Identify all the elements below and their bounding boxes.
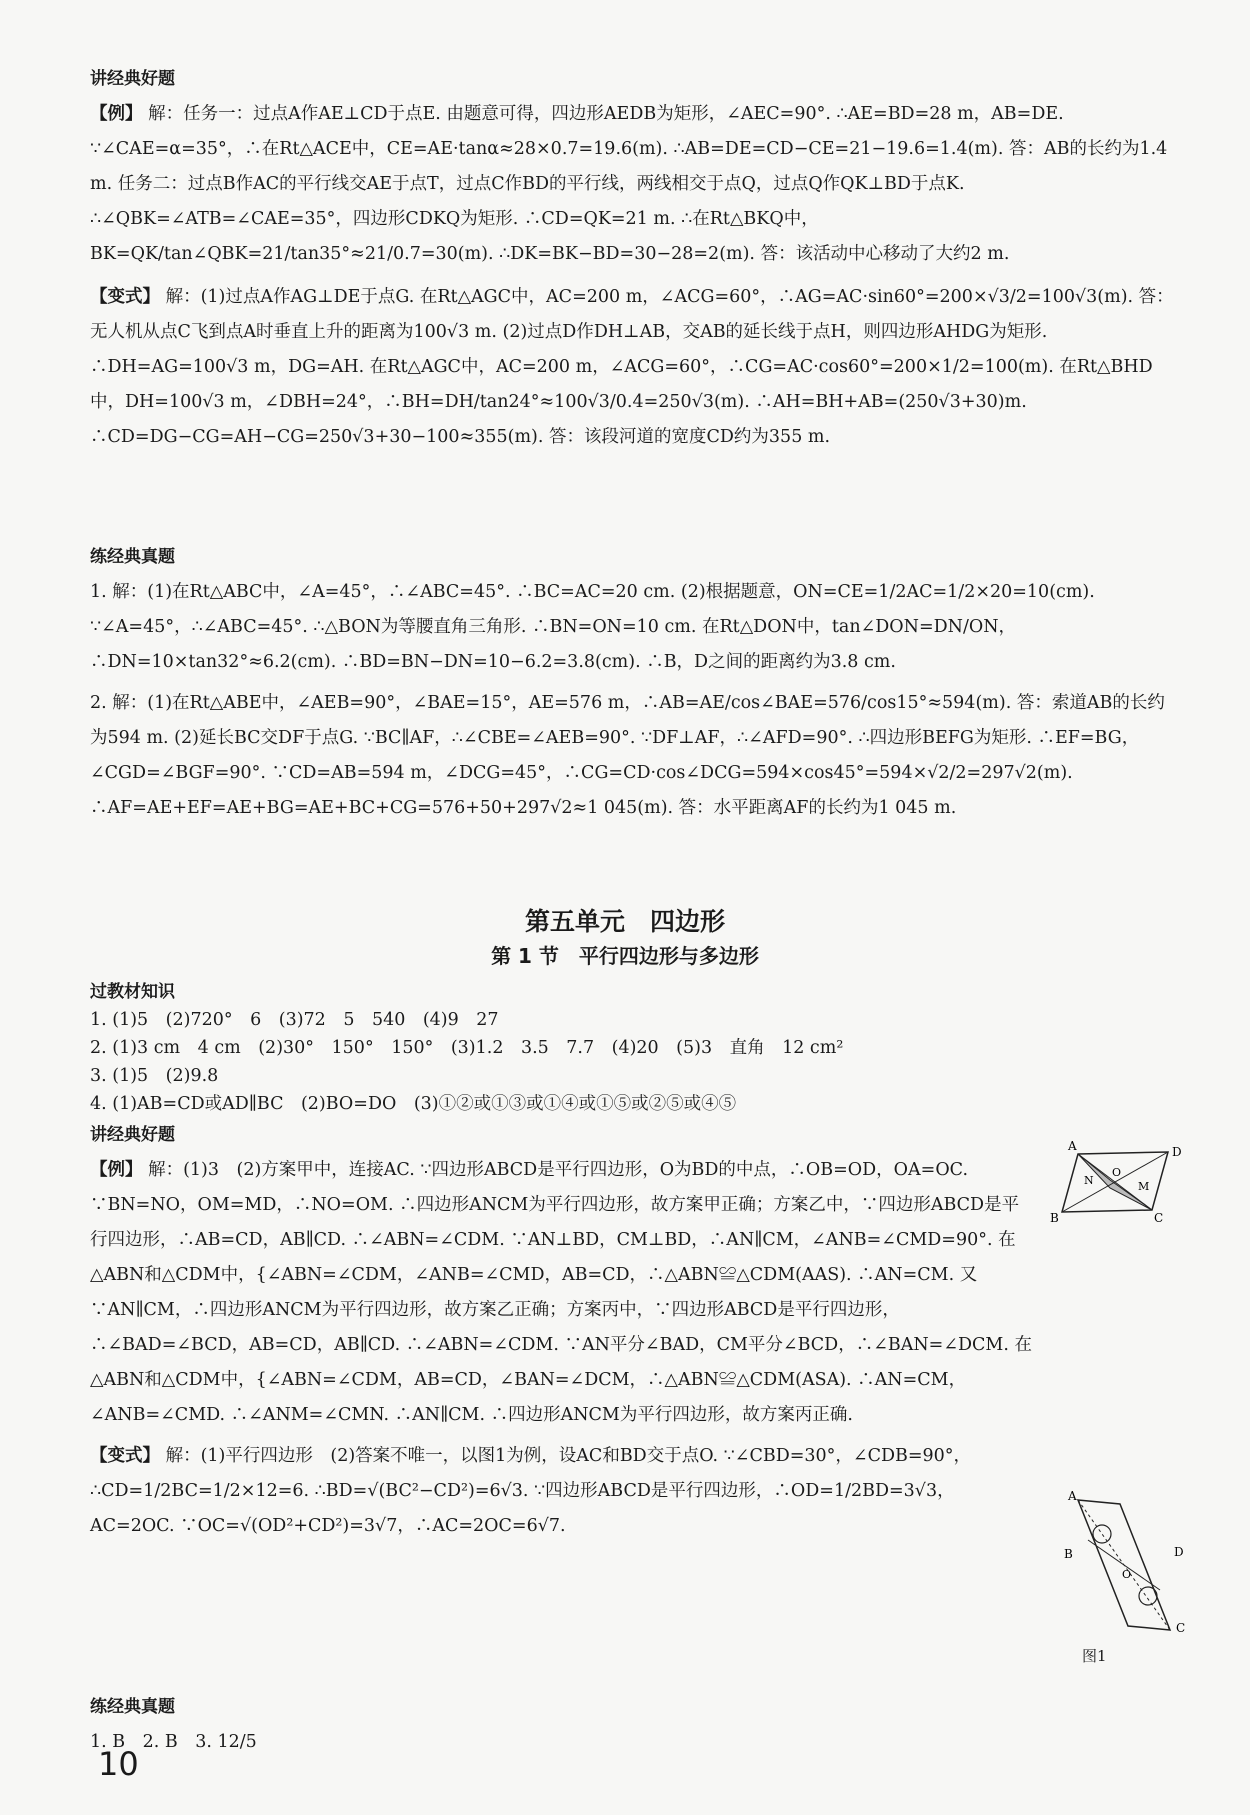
label-o: O xyxy=(1122,1568,1132,1581)
section-heading: 过教材知识 xyxy=(90,982,175,1002)
section-heading: 讲经典好题 xyxy=(90,69,175,89)
example-tag: 【例】 xyxy=(90,104,143,124)
answer-line-4: 4. (1)AB=CD或AD∥BC (2)BO=DO (3)①②或①③或①④或①⑤或②⑤或④⑤ xyxy=(90,1094,737,1114)
variant-paragraph xyxy=(90,280,1175,455)
section-1 xyxy=(90,62,1175,455)
label-c: C xyxy=(1176,1621,1186,1635)
label-d: D xyxy=(1172,1145,1182,1159)
label-o: O xyxy=(1112,1166,1122,1179)
label-b: B xyxy=(1050,1211,1059,1225)
label-a: A xyxy=(1068,1489,1077,1503)
section-3 xyxy=(90,978,1175,1118)
variant-text: 解：(1)过点A作AG⊥DE于点G. 在Rt△AGC中，AC=200 m，∠ACG=60°，∴AG=AC·sin60°=200×√3/2=100√3(m). 答：无人机从点C飞到点A时垂直上升的距离为100√3 m. (2)过点D作DH⊥AB，交AB的延长线于点H，则四边形AHDG为矩形. ∴DH=AG=100√3 m，DG=AH. 在Rt△AGC中，AC=200 m，∠ACG=60°，∴CG=AC·cos60°=200×1/2=100(m). 在Rt△BHD中，DH=100√3 m，∠DBH=24°，∴BH=DH/tan24°≈100√3/0.4=250√3(m). ∴AH=BH+AB=(250√3+30)m. ∴CD=DG−CG=AH−CG=250√3+30−100≈355(m). 答：该段河道的宽度CD约为355 m. xyxy=(90,287,1174,447)
label-d: D xyxy=(1174,1545,1184,1559)
answers-line: 1. B 2. B 3. 12/5 xyxy=(90,1732,257,1752)
section-heading: 练经典真题 xyxy=(90,1697,175,1717)
section-4 xyxy=(90,1118,1035,1544)
label-n: N xyxy=(1084,1174,1094,1187)
answer-line-3: 3. (1)5 (2)9.8 xyxy=(90,1066,219,1086)
answer-line-2: 2. (1)3 cm 4 cm (2)30° 150° 150° (3)1.2 3.5 7.7 (4)20 (5)3 直角 12 cm² xyxy=(90,1038,844,1058)
label-m: M xyxy=(1138,1180,1150,1193)
question-1: 1. 解：(1)在Rt△ABC中，∠A=45°，∴∠ABC=45°. ∴BC=AC=20 cm. (2)根据题意，ON=CE=1/2AC=1/2×20=10(cm). ∵∠A=45°，∴∠ABC=45°. ∴△BON为等腰直角三角形. ∴BN=ON=10 cm. 在Rt△DON中，tan∠DON=DN/ON，∴DN=10×tan32°≈6.2(cm). ∴BD=BN−DN=10−6.2=3.8(cm). ∴B，D之间的距离约为3.8 cm. xyxy=(90,582,1095,672)
section-heading: 练经典真题 xyxy=(90,547,175,567)
variant-text: 解：(1)平行四边形 (2)答案不唯一，以图1为例，设AC和BD交于点O. ∵∠CBD=30°，∠CDB=90°，∴CD=1/2BC=1/2×12=6. ∴BD=√(BC²−CD²)=6√3. ∵四边形ABCD是平行四边形，∴OD=1/2BD=3√3，AC=2OC. ∵OC=√(OD²+CD²)=3√7，∴AC=2OC=6√7. xyxy=(90,1446,972,1536)
variant-tag: 【变式】 xyxy=(90,1446,160,1466)
section-heading: 讲经典好题 xyxy=(90,1125,175,1145)
example-paragraph xyxy=(90,97,1175,272)
parallelogram-figure-1 xyxy=(1058,1490,1188,1635)
label-b: B xyxy=(1064,1547,1073,1561)
parallelogram-figure-anmc xyxy=(1040,1139,1182,1225)
answer-line-1: 1. (1)5 (2)720° 6 (3)72 5 540 (4)9 27 xyxy=(90,1010,499,1030)
example-tag: 【例】 xyxy=(90,1160,143,1180)
example-text: 解：任务一：过点A作AE⊥CD于点E. 由题意可得，四边形AEDB为矩形，∠AEC=90°. ∴AE=BD=28 m，AB=DE. ∵∠CAE=α=35°，∴在Rt△ACE中，CE=AE·tanα≈28×0.7=19.6(m). ∴AB=DE=CD−CE=21−19.6=1.4(m). 答：AB的长约为1.4 m. 任务二：过点B作AC的平行线交AE于点T，过点C作BD的平行线，两线相交于点Q，过点Q作QK⊥BD于点K. ∴∠QBK=∠ATB=∠CAE=35°，四边形CDKQ为矩形. ∴CD=QK=21 m. ∴在Rt△BKQ中，BK=QK/tan∠QBK=21/tan35°≈21/0.7=30(m). ∴DK=BK−BD=30−28=2(m). 答：该活动中心移动了大约2 m. xyxy=(90,104,1168,264)
section-5 xyxy=(90,1690,1175,1760)
label-a: A xyxy=(1068,1139,1077,1153)
example-text: 解：(1)3 (2)方案甲中，连接AC. ∵四边形ABCD是平行四边形，O为BD的中点，∴OB=OD，OA=OC. ∵BN=NO，OM=MD，∴NO=OM. ∴四边形ANCM为平行四边形，故方案甲正确；方案乙中，∵四边形ABCD是平行四边形，∴AB=CD，AB∥CD. ∴∠ABN=∠CDM. ∵AN⊥BD，CM⊥BD，∴AN∥CM，∠ANB=∠CMD=90°. 在△ABN和△CDM中，{∠ABN=∠CDM，∠ANB=∠CMD，AB=CD，∴△ABN≌△CDM(AAS). ∴AN=CM. 又∵AN∥CM，∴四边形ANCM为平行四边形，故方案乙正确；方案丙中，∵四边形ABCD是平行四边形，∴∠BAD=∠BCD，AB=CD，AB∥CD. ∴∠ABN=∠CDM. ∵AN平分∠BAD，CM平分∠BCD，∴∠BAN=∠DCM. 在△ABN和△CDM中，{∠ABN=∠CDM，AB=CD，∠BAN=∠DCM，∴△ABN≌△CDM(ASA). ∴AN=CM，∠ANB=∠CMD. ∴∠ANM=∠CMN. ∴AN∥CM. ∴四边形ANCM为平行四边形，故方案丙正确. xyxy=(90,1160,1032,1425)
label-c: C xyxy=(1154,1211,1164,1225)
example-paragraph xyxy=(90,1153,1035,1433)
section-2 xyxy=(90,540,1175,826)
unit-title: 第五单元 四边形 xyxy=(524,907,725,936)
page-number: 10 xyxy=(98,1745,139,1783)
section-title: 第 1 节 平行四边形与多边形 xyxy=(491,944,759,968)
variant-tag: 【变式】 xyxy=(90,287,160,307)
figure-caption: 图1 xyxy=(1082,1647,1107,1665)
variant-paragraph xyxy=(90,1439,1035,1544)
question-2: 2. 解：(1)在Rt△ABE中，∠AEB=90°，∠BAE=15°，AE=576 m，∴AB=AE/cos∠BAE=576/cos15°≈594(m). 答：索道AB的长约为594 m. (2)延长BC交DF于点G. ∵BC∥AF，∴∠CBE=∠AEB=90°. ∵DF⊥AF，∴∠AFD=90°. ∴四边形BEFG为矩形. ∴EF=BG，∠CGD=∠BGF=90°. ∵CD=AB=594 m，∠DCG=45°，∴CG=CD·cos∠DCG=594×cos45°=594×√2/2=297√2(m). ∴AF=AE+EF=AE+BG=AE+BC+CG=576+50+297√2≈1 045(m). 答：水平距离AF的长约为1 045 m. xyxy=(90,693,1165,818)
